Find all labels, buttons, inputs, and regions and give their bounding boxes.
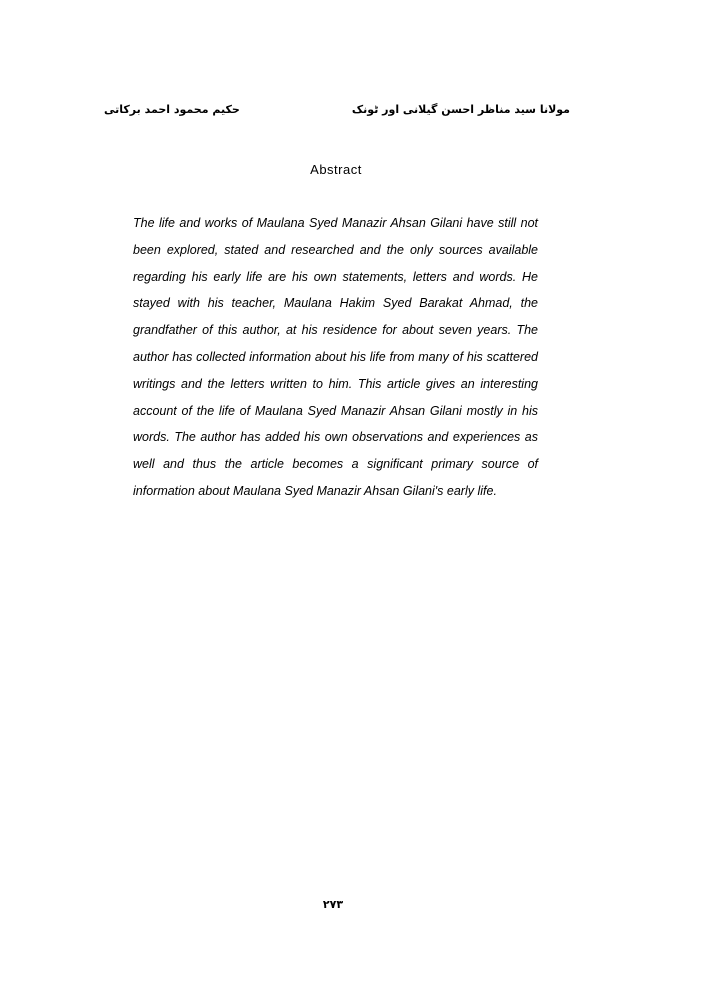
running-header-author: حکیم محمود احمد برکاتی (104, 103, 240, 116)
page-number: ۲۷۳ (322, 898, 344, 911)
abstract-paragraph: The life and works of Maulana Syed Manazir Ahsan Gilani have still not been explored, stated and researched and the only sources available regarding his early life are his own statements, letters and words. He stayed with his teacher, Maulana Hakim Syed Barakat Ahmad, the grandfather of this author, at his residence for about seven years. The author has collected information about his life from many of his scattered writings and the letters written to him. This article gives an interesting account of the life of Maulana Syed Manazir Ahsan Gilani mostly in his words. The author has added his own observations and experiences as well and thus the article becomes a significant primary source of information about Maulana Syed Manazir Ahsan Gilani's early life. (133, 216, 538, 498)
abstract-heading: Abstract (310, 162, 362, 177)
running-header-article-title: مولانا سید مناظر احسن گیلانی اور ٹونک (351, 103, 570, 116)
